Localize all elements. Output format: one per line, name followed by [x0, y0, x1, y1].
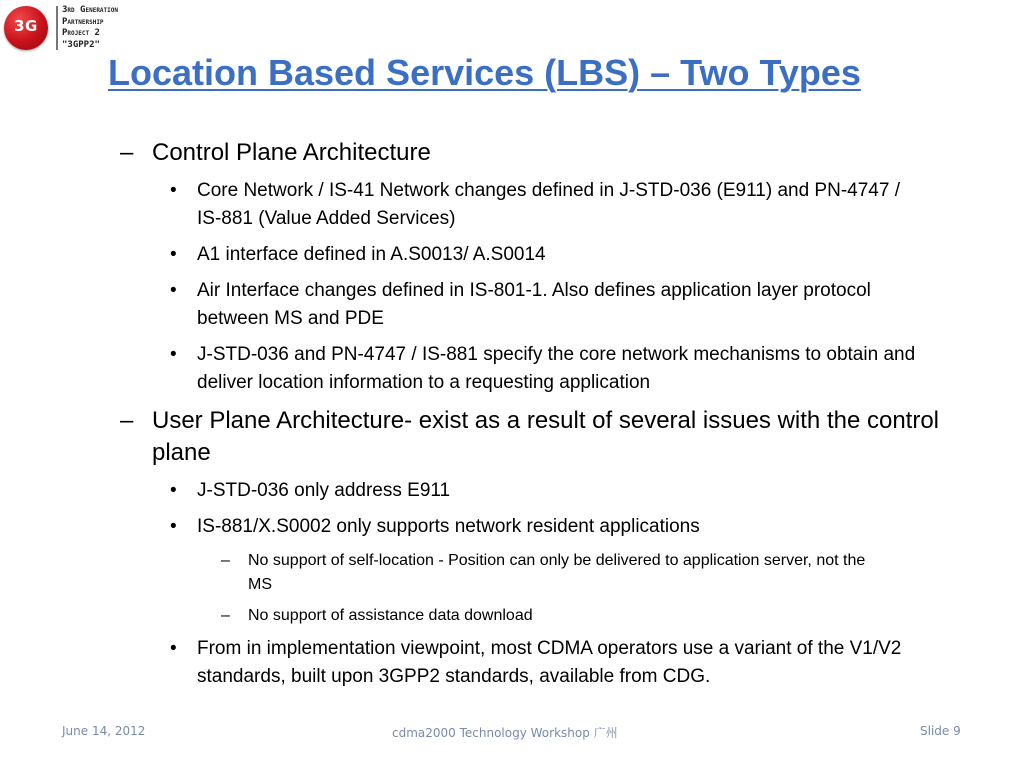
logo-line-3: Project 2 — [62, 28, 100, 38]
sub-bullet — [170, 241, 917, 269]
dot-bullet: • — [170, 638, 177, 659]
logo-line-1: 3rd Generation — [62, 5, 118, 15]
bullet-text: No support of assistance data download — [248, 607, 533, 624]
slide-body — [120, 137, 940, 699]
dot-bullet: • — [170, 344, 177, 365]
sub-bullet — [170, 477, 917, 505]
bullet-text: User Plane Architecture- exist as a result of several issues with the control plane — [152, 407, 940, 466]
slide-number: Slide 9 — [920, 724, 961, 738]
bullet-text: J-STD-036 and PN-4747 / IS-881 specify the core network mechanisms to obtain and deliver location information to a requesting application — [197, 344, 916, 393]
bullet-text: Air Interface changes defined in IS-801-1. Also defines application layer protocol between MS and PDE — [197, 280, 871, 329]
bullet-control-plane — [120, 137, 940, 169]
dot-bullet: • — [170, 244, 177, 265]
bullet-text: No support of self-location - Position can only be delivered to application server, not the MS — [248, 552, 866, 593]
dot-bullet: • — [170, 180, 177, 201]
3gpp2-logo — [4, 4, 154, 50]
logo-text — [62, 5, 118, 51]
sub-bullet — [170, 513, 917, 541]
bullet-text: Core Network / IS-41 Network changes defined in J-STD-036 (E911) and PN-4747 / IS-881 (Value Added Services) — [197, 180, 900, 229]
sub-bullet — [170, 341, 917, 397]
bullet-text: J-STD-036 only address E911 — [197, 480, 451, 501]
dash-bullet: – — [221, 607, 230, 624]
bullet-user-plane — [120, 405, 940, 469]
dot-bullet: • — [170, 480, 177, 501]
dot-bullet: • — [170, 280, 177, 301]
logo-mark: 3G — [14, 17, 38, 35]
dash-bullet: – — [120, 139, 134, 166]
slide-title: Location Based Services (LBS) – Two Types — [108, 52, 861, 93]
footer-date: June 14, 2012 — [62, 724, 146, 738]
bullet-text: From in implementation viewpoint, most CDMA operators use a variant of the V1/V2 standards, built upon 3GPP2 standards, available from CDG. — [197, 638, 902, 687]
sub-bullet — [170, 277, 917, 333]
logo-line-2: Partnership — [62, 16, 104, 27]
sub-sub-bullet — [221, 549, 888, 597]
sub-sub-bullet — [221, 604, 888, 628]
sub-bullet — [170, 177, 917, 233]
logo-line-4: "3GPP2" — [62, 39, 100, 50]
logo-divider — [56, 6, 58, 50]
sub-bullet — [170, 635, 917, 691]
footer-title: cdma2000 Technology Workshop 广州 — [392, 726, 618, 740]
bullet-text: IS-881/X.S0002 only supports network resident applications — [197, 516, 700, 537]
dash-bullet: – — [221, 552, 230, 569]
bullet-text: A1 interface defined in A.S0013/ A.S0014 — [197, 244, 546, 265]
dash-bullet: – — [120, 407, 134, 434]
dot-bullet: • — [170, 516, 177, 537]
bullet-text: Control Plane Architecture — [152, 139, 431, 166]
